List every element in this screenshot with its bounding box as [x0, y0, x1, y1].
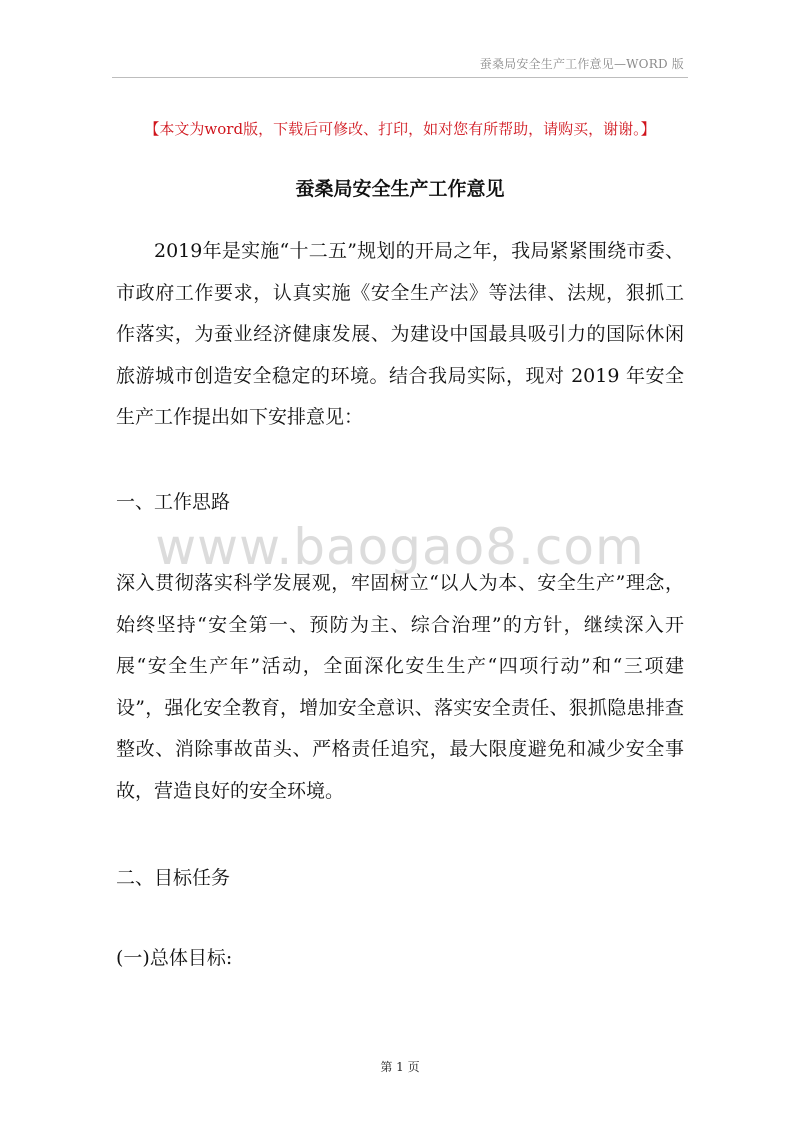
page-number: 第 1 页	[380, 1060, 420, 1074]
document-title: 蚕桑局安全生产工作意见	[295, 178, 505, 200]
intro-paragraph: 2019年是实施“十二五”规划的开局之年，我局紧紧围绕市委、市政府工作要求，认真实施《安全生产法》等法律、法规，狠抓工作落实，为蚕业经济健康发展、为建设中国最具吸引力的国际休闲旅游城市创造安全稳定的环境。结合我局实际，现对 2019 年安全生产工作提出如下安排意见：	[116, 240, 684, 428]
download-notice: 【本文为word版，下载后可修改、打印，如对您有所帮助，请购买，谢谢。】	[144, 120, 656, 138]
work-idea-paragraph: 深入贯彻落实科学发展观，牢固树立“以人为本、安全生产”理念，始终坚持“安全第一、预防为主、综合治理”的方针，继续深入开展“安全生产年”活动，全面深化安生生产“四项行动”和“三项建设”，强化安全教育，增加安全意识、落实安全责任、狠抓隐患排查整改、消除事故苗头、严格责任追究，最大限度避免和减少安全事故，营造良好的安全环境。	[116, 572, 684, 802]
watermark: www.baogao8.com	[155, 518, 645, 576]
header-divider	[112, 77, 688, 78]
section-heading-goals: 二、目标任务	[116, 867, 231, 889]
subsection-heading-overall-goal: (一)总体目标:	[116, 947, 233, 969]
running-header: 蚕桑局安全生产工作意见—WORD 版	[479, 57, 684, 71]
section-heading-work-idea: 一、工作思路	[116, 491, 231, 513]
